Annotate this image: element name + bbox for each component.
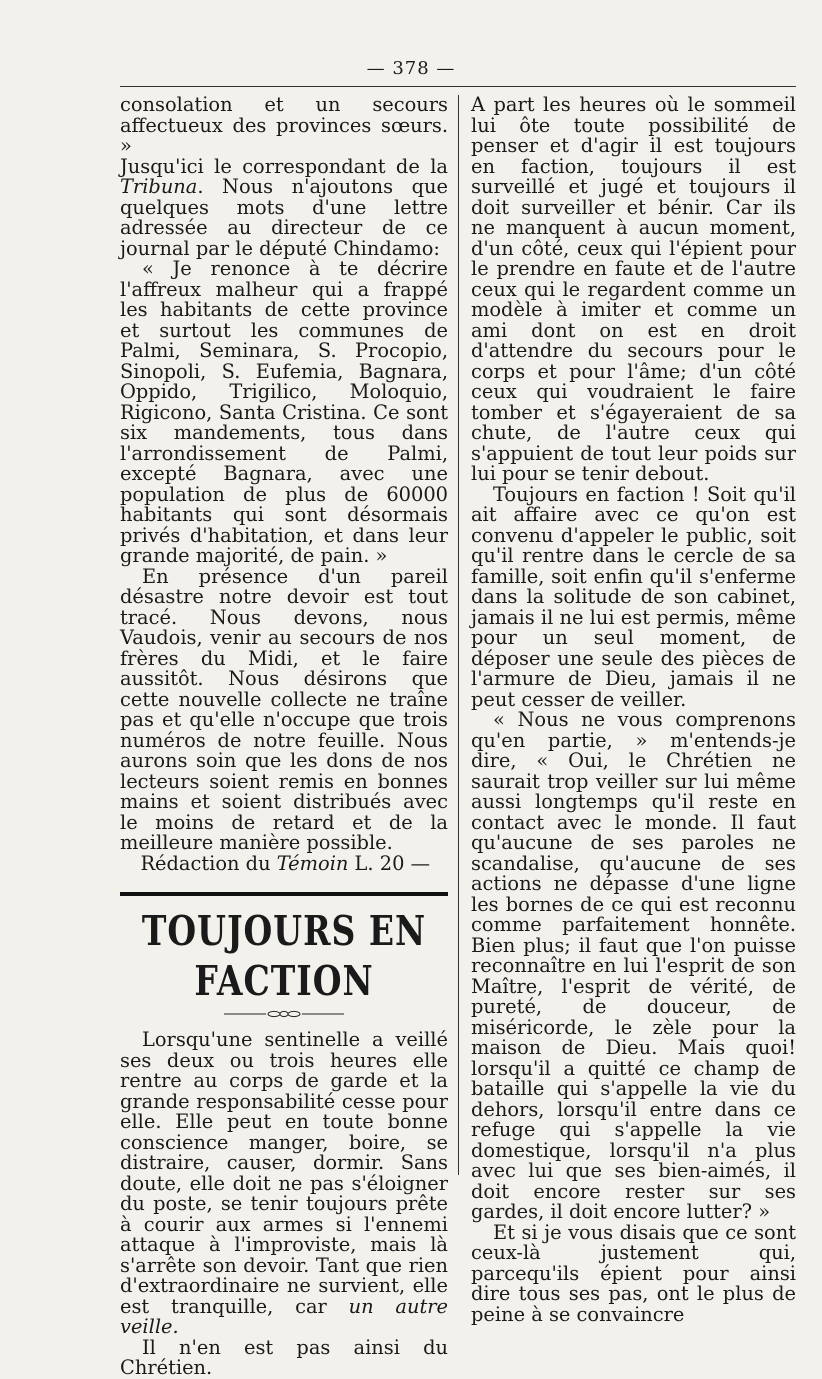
paragraph-quote-letter: « Je renonce à te décrire l'affreux malheur qui a frappé les habitants de cette province et surtout les communes de Palmi, Seminara, S. Procopio, Sinopoli, S. Eufemia, Bagnara, Oppido, Trigilico, Moloquio, Rigicono, Santa Cristina. Ce sont six mandements, tous dans l'arrondissement de Palmi, excepté Bagnara, avec une population de plus de 60000 habitants qui sont désormais privés d'habitation, et dans leur grande majorité, de pain. » [120, 257, 448, 567]
page-number: — 378 — [366, 58, 456, 79]
paragraph-reply: Et si je vous disais que ce sont ceux-là justement qui, parcequ'ils épient pour ainsi dire tous ses pas, ont le plus de peine à se convaincre [471, 1220, 796, 1326]
editorial-signature: Rédaction du Témoin L. 20 — [140, 851, 430, 875]
header-rule [120, 86, 796, 87]
section-rule [120, 892, 448, 896]
paragraph-christian: Il n'en est pas ainsi du Chrétien. [120, 1335, 448, 1379]
column-divider [458, 95, 459, 1175]
paragraph-continuation: consolation et un secours affectueux des provinces sœurs. » [120, 93, 448, 157]
paragraph-toujours-en-faction: Toujours en faction ! Soit qu'il ait affaire avec ce qu'on est convenu d'appeler le public, soit qu'il rentre dans le cercle de sa famille, soit enfin qu'il s'enferme dans la solitude de son cabinet, jamais il ne lui est permis, même pour un seul moment, de déposer une seule des pièces de l'armure de Dieu, jamais il ne peut cesser de veiller. [471, 482, 796, 711]
paragraph-objection: « Nous ne vous comprenons qu'en partie, » m'entends-je dire, « Oui, le Chrétien ne saurait trop veiller sur lui même aussi longtemps qu'il reste en contact avec le monde. Il faut qu'aucune de ses paroles ne scandalise, qu'aucune de ses actions ne dépasse d'une ligne les bornes de ce qui est reconnu comme parfaitement honnête. Bien plus; il faut que l'on puisse reconnaître en lui l'esprit de son Maître, l'esprit de vérité, de pureté, de douceur, de miséricorde, le zèle pour la maison de Dieu. Mais quoi! lorsqu'il a quitté ce champ de bataille qui s'appelle la vie du dehors, lorsqu'il entre dans ce refuge qui s'appelle la vie domestique, lorsqu'il n'a plus avec lui que ses bien-aimés, il doit encore rester sur ses gardes, il doit encore lutter? » [471, 708, 796, 1223]
left-column [120, 95, 448, 1379]
paragraph-correspondent: Jusqu'ici le correspondant de la Tribuna. Nous n'ajoutons que quelques mots d'une lettre adressée au directeur de ce journal par le député Chindamo: [120, 154, 448, 260]
paragraph-sentinel: Lorsqu'une sentinelle a veillé ses deux ou trois heures elle rentre au corps de garde et la grande responsabilité cesse pour elle. Elle peut en toute bonne conscience manger, boire, se distraire, causer, dormir. Sans doute, elle doit ne pas s'éloigner du poste, se tenir toujours prête à courir aux armes si l'ennemi attaque à l'improviste, mais là s'arrête son devoir. Tant que rien d'extraordinaire ne survient, elle est tranquille, car un autre veille. [120, 1028, 449, 1338]
ornament-divider [224, 1010, 344, 1018]
paragraph-always-on-guard: A part les heures où le sommeil lui ôte toute possibilité de penser et d'agir il est toujours en faction, toujours il est surveillé et jugé et toujours il doit surveiller et bénir. Car ils ne manquent à aucun moment, d'un côté, ceux qui l'épient pour le prendre en faute et de l'autre ceux qui le regardent comme un modèle à imiter et comme un ami dont on est en droit d'attendre du secours pour le corps et pour l'âme; d'un côté ceux qui voudraient le faire tomber et s'égayeraient de sa chute, de l'autre ceux qui s'appuient de tout leur poids sur lui pour se tenir debout. [471, 93, 796, 485]
section-title: TOUJOURS EN FACTION [141, 906, 427, 1005]
paragraph-appeal: En présence d'un pareil désastre notre devoir est tout tracé. Nous devons, nous Vaudois, venir au secours de nos frères du Midi, et le faire aussitôt. Nous désirons que cette nouvelle collecte ne traîne pas et qu'elle n'occupe que trois numéros de notre feuille. Nous aurons soin que les dons de nos lecteurs soient remis en bonnes mains et soient distribués avec le moins de retard et de la meilleure manière possible. [120, 564, 448, 854]
right-column [471, 95, 796, 1325]
